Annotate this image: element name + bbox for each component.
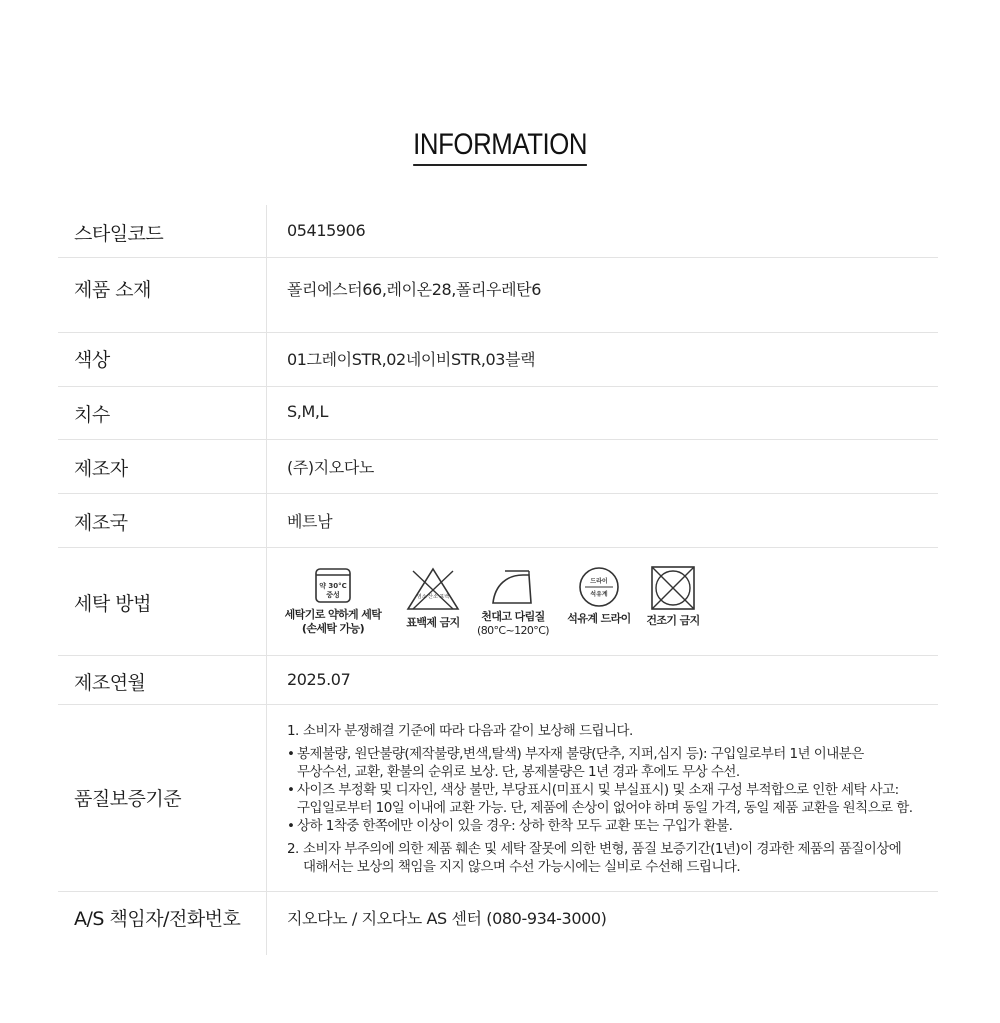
wash-item-handwash	[283, 565, 383, 636]
bullet-line: • 봉제불량, 원단불량(제작불량,변색,탈색) 부자재 불량(단추, 지퍼,심지 등): 구입일로부터 1년 이내분은	[297, 746, 864, 762]
wash-caption: 표백제 금지	[406, 616, 460, 629]
wash-caption: 건조기 금지	[646, 614, 700, 627]
bullet-line: • 상하 1착중 한쪽에만 이상이 있을 경우: 상하 한착 모두 교환 또는 구입가 환불.	[297, 818, 733, 834]
row-material	[58, 258, 938, 333]
item-text: 소비자 부주의에 의한 제품 훼손 및 세탁 잘못에 의한 변형, 품질 보증기간(1년)이 경과한 제품의 품질이상에	[303, 841, 902, 857]
wash-icons	[283, 565, 713, 647]
row-label: 세탁 방법	[74, 593, 151, 615]
bullet-line: 무상수선, 교환, 환불의 순위로 보상. 단, 봉제불량은 1년 경과 후에도 무상 수선.	[297, 764, 740, 780]
row-color	[58, 333, 938, 387]
wash-item-no-bleach	[401, 565, 465, 630]
quality-item-2	[287, 840, 927, 876]
quality-item-1	[287, 722, 927, 740]
row-label: 치수	[74, 404, 110, 426]
row-style-code	[58, 205, 938, 258]
row-value: 2025.07	[287, 670, 351, 689]
row-label: 제조자	[74, 458, 128, 480]
wash-item-iron	[475, 565, 551, 638]
item-text: 소비자 분쟁해결 기준에 따라 다음과 같이 보상해 드립니다.	[303, 723, 633, 739]
quality-bullet	[287, 781, 927, 817]
no-tumble-dry-icon	[650, 565, 696, 611]
row-label: 제품 소재	[74, 279, 151, 301]
svg-text:드라이: 드라이	[590, 578, 608, 585]
row-value: 01그레이STR,02네이비STR,03블랙	[287, 350, 536, 369]
item-number: 2.	[287, 841, 299, 857]
row-value: S,M,L	[287, 402, 329, 421]
wash-caption: (80°C~120°C)	[477, 624, 549, 637]
row-value: 지오다노 / 지오다노 AS 센터 (080-934-3000)	[287, 909, 607, 928]
svg-text:중성: 중성	[326, 591, 340, 599]
row-label: 스타일코드	[74, 223, 164, 245]
page-title: INFORMATION	[0, 126, 1000, 166]
row-value: 폴리에스터66,레이온28,폴리우레탄6	[287, 280, 541, 299]
svg-text:석유계: 석유계	[590, 591, 608, 598]
bullet-line: 구입일로부터 10일 이내에 교환 가능. 단, 제품에 손상이 없어야 하며 동일 가격, 동일 제품 교환을 원칙으로 함.	[297, 800, 913, 816]
row-value: 05415906	[287, 221, 366, 240]
iron-icon	[489, 565, 537, 607]
wash-caption: 천대고 다림질	[481, 610, 545, 623]
row-label: 품질보증기준	[74, 788, 182, 810]
quality-bullet	[287, 817, 927, 835]
row-as	[58, 892, 938, 952]
wash-item-dry-clean	[563, 565, 635, 626]
bullet-line: • 사이즈 부정확 및 디자인, 색상 불만, 부당표시(미표시 및 부실표시) 및 소재 구성 부적합으로 인한 세탁 사고:	[297, 782, 899, 798]
quality-bullet	[287, 745, 927, 781]
dry-clean-icon	[577, 565, 621, 609]
row-value: 베트남	[287, 512, 333, 531]
row-label: 제조연월	[74, 672, 146, 694]
row-label: 색상	[74, 349, 110, 371]
wash-caption: (손세탁 가능)	[301, 622, 365, 635]
wash-caption: 석유계 드라이	[567, 612, 631, 625]
wash-caption: 세탁기로 약하게 세탁	[284, 608, 382, 621]
svg-text:염소 산소 표백: 염소 산소 표백	[416, 594, 450, 600]
row-maker	[58, 440, 938, 494]
row-date	[58, 656, 938, 705]
item-text: 대해서는 보상의 책임을 지지 않으며 수선 가능시에는 실비로 수선해 드립니다.	[303, 859, 741, 875]
row-label: 제조국	[74, 512, 128, 534]
item-number: 1.	[287, 723, 299, 739]
no-bleach-icon	[405, 565, 461, 613]
row-country	[58, 494, 938, 548]
svg-text:약 30°C: 약 30°C	[319, 582, 347, 590]
row-value: (주)지오다노	[287, 458, 374, 477]
quality-standards	[287, 722, 927, 876]
row-size	[58, 387, 938, 440]
tub-30c-icon	[314, 565, 352, 605]
wash-item-no-dryer	[641, 565, 705, 628]
row-label: A/S 책임자/전화번호	[74, 908, 241, 930]
